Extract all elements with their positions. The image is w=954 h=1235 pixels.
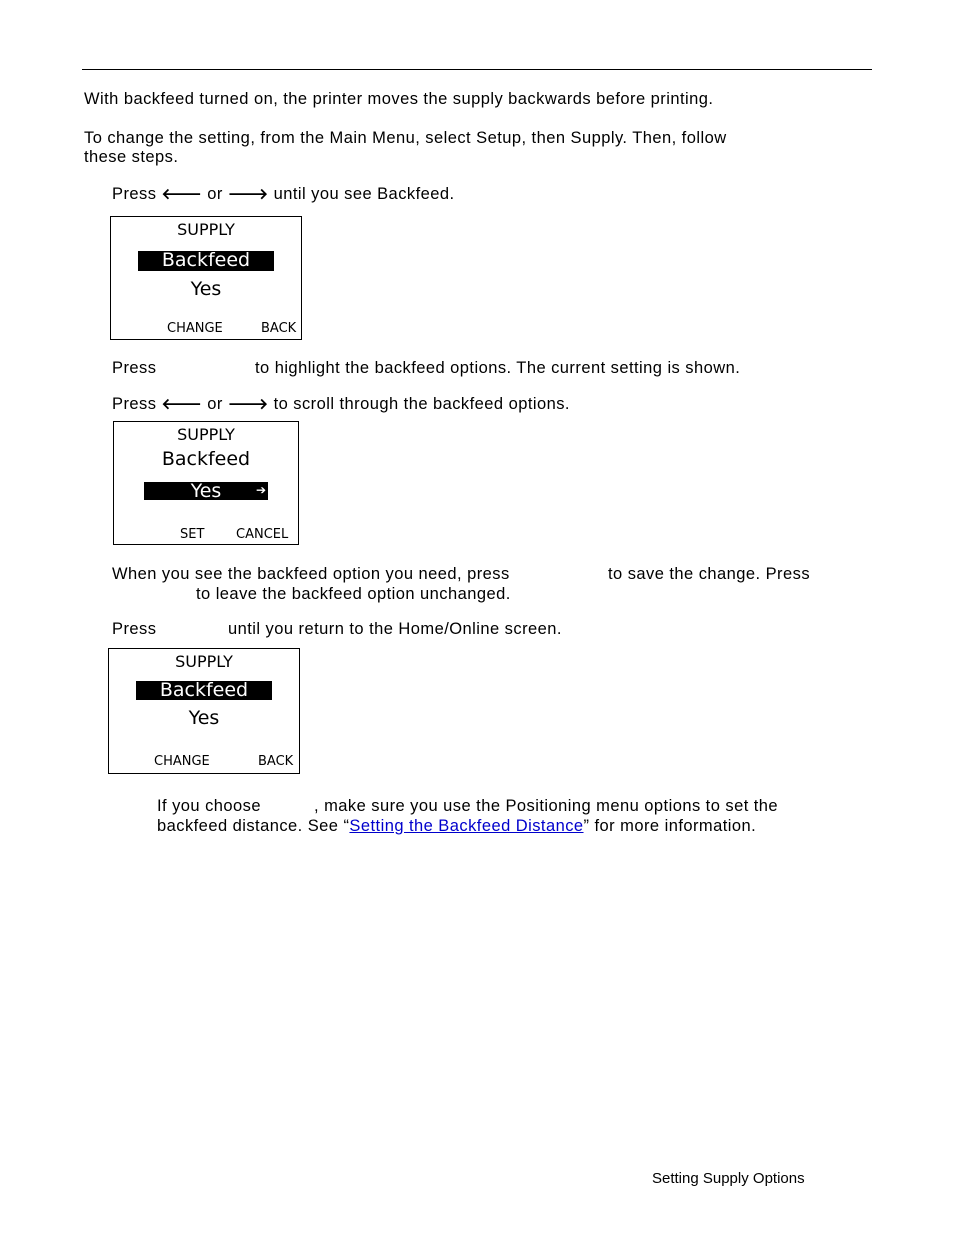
lcd-value: Yes xyxy=(188,707,220,729)
note-line-2 xyxy=(157,816,756,836)
left-arrow-icon: 🡐 xyxy=(161,395,203,413)
step-2-press: Press xyxy=(112,359,157,377)
intro-paragraph-2-cont: these steps. xyxy=(84,148,179,166)
lcd-highlight: Backfeed xyxy=(136,681,272,700)
step-4-line-1b: to save the change. Press xyxy=(608,565,811,583)
footer-section-title: Setting Supply Options xyxy=(652,1170,805,1187)
step-1-or: or xyxy=(207,185,223,203)
softkey-set: SET xyxy=(180,527,205,542)
lcd-label: Backfeed xyxy=(161,448,251,470)
step-1 xyxy=(112,184,455,204)
backfeed-distance-link[interactable]: Setting the Backfeed Distance xyxy=(349,817,584,835)
step-3 xyxy=(112,394,570,414)
lcd-title: SUPPLY xyxy=(177,220,235,239)
softkey-cancel: CANCEL xyxy=(236,527,289,542)
lcd-title: SUPPLY xyxy=(175,652,233,671)
step-4-line-1a: When you see the backfeed option you need, press xyxy=(112,565,510,583)
right-arrow-icon: 🡒 xyxy=(227,185,269,203)
lcd-value: Yes xyxy=(190,278,222,300)
step-3-text: to scroll through the backfeed options. xyxy=(273,395,570,413)
left-arrow-icon: 🡐 xyxy=(161,185,203,203)
step-5-text: until you return to the Home/Online screen. xyxy=(228,620,562,638)
lcd-highlight: Backfeed xyxy=(138,251,274,271)
note-line-2a: backfeed distance. See “ xyxy=(157,817,350,835)
lcd-title: SUPPLY xyxy=(177,425,235,444)
softkey-change: CHANGE xyxy=(154,754,210,769)
step-4-line-2: to leave the backfeed option unchanged. xyxy=(196,585,511,603)
lcd-screen-backfeed-options xyxy=(113,421,299,545)
scroll-arrow-icon: ➔ xyxy=(255,483,266,497)
lcd-screen-backfeed-home xyxy=(108,648,300,774)
step-5-press: Press xyxy=(112,620,157,638)
step-1-text: until you see Backfeed. xyxy=(273,185,455,203)
header-rule xyxy=(82,69,872,70)
note-line-1b: , make sure you use the Positioning menu options to set the xyxy=(314,797,779,815)
step-2-text: to highlight the backfeed options. The current setting is shown. xyxy=(255,359,741,377)
lcd-screen-backfeed xyxy=(110,216,302,340)
step-3-or: or xyxy=(207,395,223,413)
step-1-press: Press xyxy=(112,185,157,203)
lcd-highlight-value: Yes xyxy=(190,480,222,502)
softkey-change: CHANGE xyxy=(167,321,223,336)
note-line-2b: ” for more information. xyxy=(583,817,757,835)
right-arrow-icon: 🡒 xyxy=(227,395,269,413)
intro-paragraph-2: To change the setting, from the Main Menu, select Setup, then Supply. Then, follow xyxy=(84,129,727,147)
lcd-highlight xyxy=(144,482,268,500)
intro-paragraph-1: With backfeed turned on, the printer moves the supply backwards before printing. xyxy=(84,90,714,108)
note-line-1a: If you choose xyxy=(157,797,261,815)
softkey-back: BACK xyxy=(261,321,297,336)
softkey-back: BACK xyxy=(258,754,294,769)
step-3-press: Press xyxy=(112,395,157,413)
